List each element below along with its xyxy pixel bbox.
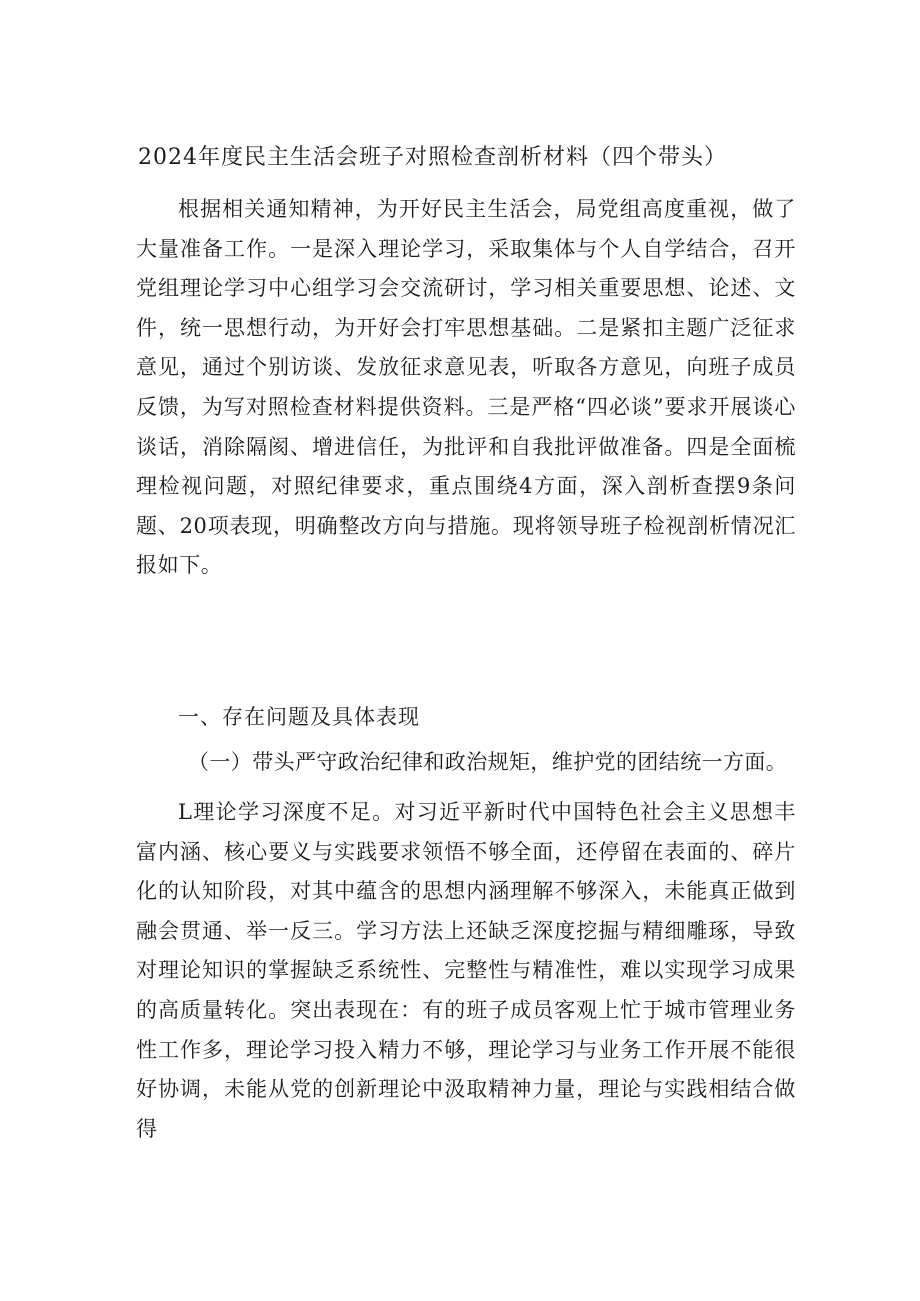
subsection-heading: （一）带头严守政治纪律和政治规矩，维护党的团结统一方面。 [188,750,788,774]
section-heading: 一、存在问题及具体表现 [178,705,420,729]
problem-paragraph: L理论学习深度不足。对习近平新时代中国特色社会主义思想丰富内涵、核心要义与实践要求领悟不够全面，还停留在表面的、碎片化的认知阶段，对其中蕴含的思想内涵理解不够深入，未能真正做到融会贯通、举一反三。学习方法上还缺乏深度挖掘与精细雕琢，导致对理论知识的掌握缺乏系统性、完整性与精准性，难以实现学习成果的高质量转化。突出表现在：有的班子成员客观上忙于城市管理业务性工作多，理论学习投入精力不够，理论学习与业务工作开展不能很好协调，未能从党的创新理论中汲取精神力量，理论与实践相结合做得 [136,800,796,1141]
document-title: 2024年度民主生活会班子对照检查剖析材料（四个带头） [138,145,727,170]
intro-paragraph: 根据相关通知精神，为开好民主生活会，局党组高度重视，做了大量准备工作。一是深入理论学习，采取集体与个人自学结合，召开党组理论学习中心组学习会交流研讨，学习相关重要思想、论述、文件，统一思想行动，为开好会打牢思想基础。二是紧扣主题广泛征求意见，通过个别访谈、发放征求意见表，听取各方意见，向班子成员反馈，为写对照检查材料提供资料。三是严格“四必谈”要求开展谈心谈话，消除隔阂、增进信任，为批评和自我批评做准备。四是全面梳理检视问题，对照纪律要求，重点围绕4方面，深入剖析查摆9条问题、20项表现，明确整改方向与措施。现将领导班子检视剖析情况汇报如下。 [136,197,796,578]
